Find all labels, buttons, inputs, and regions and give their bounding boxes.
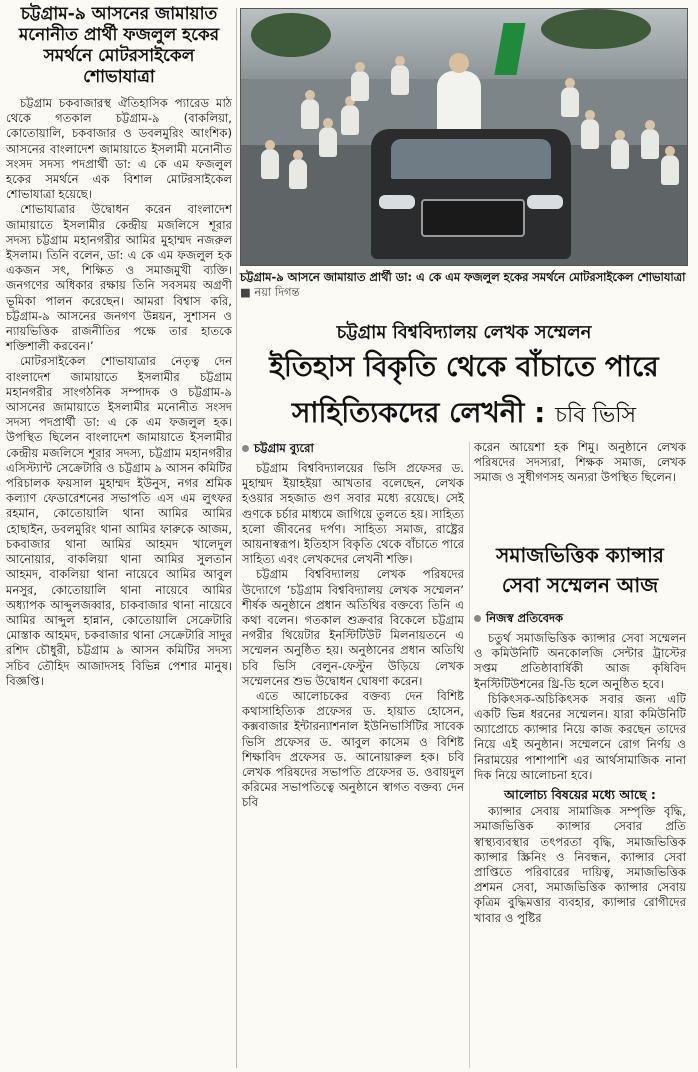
- paragraph: চতুর্থ সমাজভিত্তিক ক্যান্সার সেবা সম্মেলন ও কমিউনিটি অনকোলজি সেন্টার ট্রাস্টের সপ্তম প্রতিষ্ঠাবার্ষিকী আজ কৃষিবিদ ইনস্টিটিউশনের থ্রি-ডি হলে অনুষ্ঠিত হবে।: [474, 631, 686, 691]
- topics-list: ক্যান্সার সেবায় সামাজিক সম্পৃক্তি বৃদ্ধি, সমাজভিত্তিক ক্যান্সার সেবার প্রতি স্বাস্থ্যব্যবস্থার তৎপরতা বৃদ্ধি, সমাজভিত্তিক ক্যান্সার স্ক্রিনিং ও নিবন্ধন, ক্যান্সার সেবা প্রাপ্তিতে পরিবারের দায়িত্ব, সমাজভিত্তিক প্রশমন সেবা, সমাজভিত্তিক ক্যান্সার সেবায় কৃত্রিম বুদ্ধিমত্তার ব্যবহার, ক্যান্সার রোগীদের খাবার ও পুষ্টির: [474, 804, 686, 925]
- byline-text: নিজস্ব প্রতিবেদক: [486, 611, 564, 625]
- photo-tree: [541, 9, 651, 49]
- caption-text: চট্টগ্রাম-৯ আসনে জামায়াত প্রার্থী ডা: এ কে এম ফজলুল হকের সমর্থনে মোটরসাইকেল শোভাযাত্রা: [240, 270, 686, 284]
- headline-attribution: চবি ভিসি: [555, 403, 637, 428]
- photo-rider: [319, 127, 337, 157]
- paragraph: চট্টগ্রাম বিশ্ববিদ্যালয়ের ভিসি প্রফেসর ড. মুহাম্মদ ইয়াহইয়া আখতার বলেছেন, লেখক হওয়ার সহজাত গুণ সবার মধ্যে রয়েছে। সেই গুণকে চর্চার মাধ্যমে জাগিয়ে তুলতে হয়। সাহিত্য হলো জীবনের দর্পণ। সাহিত্য সমাজ, রাষ্ট্রের আয়নাস্বরূপ। ইতিহাস বিকৃতি থেকে বাঁচাতে পারে সাহিত্য এবং লেখকদের লেখনী শক্তি।: [242, 461, 464, 567]
- photo-rider: [641, 129, 659, 159]
- suv-grille: [421, 199, 525, 237]
- paragraph: এতে আলোচকের বক্তব্য দেন বিশিষ্ট কথাসাহিত্যিক প্রফেসর ড. হায়াত হোসেন, কক্সবাজার ইন্টারন্যাশনাল ইউনিভার্সিটির সাবেক ভিসি প্রফেসর ড. আবুল কাসেম ও বিশিষ্ট শিক্ষাবিদ প্রফেসর ড. আনোয়ারুল হক। চবি লেখক পরিষদের সভাপতি প্রফেসর ড. ওবায়দুল করিমের সভাপতিত্বে অনুষ্ঠানে স্বাগত বক্তব্য দেন চবি: [242, 689, 464, 810]
- suv-windshield: [391, 139, 551, 179]
- photo-rider: [301, 99, 319, 129]
- cancer-story: [474, 610, 686, 926]
- photo-rider: [391, 65, 409, 95]
- paragraph: চট্টগ্রাম বিশ্ববিদ্যালয় লেখক পরিষদের উদ্যোগে ‘চট্টগ্রাম বিশ্ববিদ্যালয় লেখক সম্মেলন’ শীর্ষক অনুষ্ঠানে প্রধান অতিথির বক্তব্যে তিনি এ কথা বলেন। গতকাল শুক্রবার বিকেলে চট্টগ্রাম নগরীর থিয়েটার ইনস্টিটিউট মিলনায়তনে এ সম্মেলন অনুষ্ঠিত হয়। অনুষ্ঠানের প্রধান অতিথি চবি ভিসি বেলুন-ফেস্টুন উড়িয়ে লেখক সম্মেলনের শুভ উদ্বোধন ঘোষণা করেন।: [242, 567, 464, 688]
- left-story: [6, 4, 232, 689]
- photo-rider: [261, 149, 279, 179]
- photo-rider: [661, 155, 679, 185]
- paragraph: মোটরসাইকেল শোভাযাত্রার নেতৃত্ব দেন বাংলাদেশ জামায়াতে ইসলামীর চট্টগ্রাম মহানগরীর সাংগঠনিক সম্পাদক ও চট্টগ্রাম-৯ আসনের জামায়াতে ইসলামীর মনোনীত সংসদ সদস্য পদপ্রার্থী ডা: এ কে এম ফজলুল হক। উপস্থিত ছিলেন বাংলাদেশ জামায়াতে ইসলামীর কেন্দ্রীয় মজলিসে শূরার সদস্য, চট্টগ্রাম মহানগরীর এসিস্ট্যান্ট সেক্রেটারি ও চট্টগ্রাম ৯ আসন কমিটির পরিচালক ফয়সাল মুহাম্মদ ইউনুস, নগর শ্রমিক কল্যাণ ফেডারেশনের সভাপতি এস এম লুৎফর রহমান, কোতোয়ালি থানা আমির আমির হোছাইন, ডবলমুরিং থানা আমির ফারুকে আজম, চকবাজার থানা আমির আহমদ খালেদুল আনোয়ার, বাকলিয়া থানা আমির সুলতান আহমদ, বাকলিয়া থানা নায়েবে আমির আবুল মনসুর, কোতোয়ালি থানা নায়েবে আমির অধ্যাপক আব্দুলজব্বার, চাকবাজার থানা নায়েবে আমির আব্দুল হান্নান, কোতোয়ালি সেক্রেটারি মোস্তাক আহমদ, চকবাজার থানা সেক্রেটারি সাদুর রশিদ চৌধুরী, চট্টগ্রাম ৯ আসন কমিটির সদস্য সচিব তৌহিদ আজাদসহ বিভিন্ন পেশার মানুষ। বিজ্ঞপ্তি।: [6, 354, 232, 688]
- left-story-headline: চট্টগ্রাম-৯ আসনের জামায়াত মনোনীত প্রার্থী ফজলুল হকের সমর্থনে মোটরসাইকেল শোভাযাত্রা: [18, 4, 220, 87]
- main-story-headline: [240, 344, 688, 439]
- rally-photo: [240, 8, 688, 266]
- column-rule: [469, 442, 470, 1068]
- cancer-story-headline: সমাজভিত্তিক ক্যান্সার সেবা সম্মেলন আজ: [496, 543, 664, 597]
- left-story-body: [6, 96, 232, 689]
- topics-subhead: আলোচ্য বিষয়ের মধ্যে আছে :: [504, 787, 656, 803]
- cancer-story-text: [474, 631, 686, 926]
- main-story-body: [242, 440, 464, 811]
- headline-line-1: ইতিহাস বিকৃতি থেকে বাঁচাতে পারে: [269, 350, 659, 383]
- photo-rider: [351, 71, 369, 101]
- photo-rider: [289, 159, 307, 189]
- byline-text: চট্টগ্রাম ব্যুরো: [254, 441, 314, 455]
- paragraph: চিকিৎসক-অচিকিৎসক সবার জন্য এটি একটি ভিন্ন ধরনের সম্মেলন। যারা কমিউনিটি অ্যাপ্রোচে ক্যান্সার নিয়ে কাজ করছেন তাদের নিয়ে এই অনুষ্ঠান। সম্মেলনে রোগ নির্ণয় ও নিরাময়ের পাশাপাশি এর আর্থসামাজিক নানা দিক নিয়ে আলোচনা হবে।: [474, 691, 686, 782]
- photo-rider: [611, 139, 629, 169]
- byline: [242, 440, 464, 459]
- byline: [474, 610, 686, 629]
- main-story-text: [242, 461, 464, 811]
- headline-line-2-text: সাহিত্যিকদের লেখনী :: [291, 396, 546, 429]
- paragraph: শোভাযাত্রার উদ্বোধন করেন বাংলাদেশ জামায়াতে ইসলামীর কেন্দ্রীয় মজলিসে শূরার সদস্য চট্টগ্রাম মহানগরীর আমির মুহাম্মদ নজরুল ইসলাম। তিনি বলেন, ডা: এ কে এম ফজলুল হক একজন সৎ, শিক্ষিত ও সমাজমুখী ব্যক্তি। জনগণের অধিকার রক্ষায় তিনি সবসময় অগ্রণী ভূমিকা পালন করেছেন। আমরা বিশ্বাস করি, চট্টগ্রাম-৯ আসনের জনগণ উন্নয়ন, সুশাসন ও ন্যায়ভিত্তিক রাজনীতির পক্ষে তার হাতকে শক্তিশালী করবেন।’: [6, 202, 232, 354]
- photo-rider: [341, 105, 359, 135]
- suv-headlamp: [527, 195, 563, 209]
- paragraph: চট্টগ্রাম চকবাজারস্থ ঐতিহাসিক প্যারেড মাঠ থেকে গতকাল চট্টগ্রাম-৯ (বাকলিয়া, কোতোয়ালি, চকবাজার ও ডবলমুরিং আংশিক) আসনের বাংলাদেশ জামায়াতে ইসলামী মনোনীত সংসদ সদস্য পদপ্রার্থী ডা: এ কে এম ফজলুল হকের সমর্থনে এক বিশাল মোটরসাইকেল শোভাযাত্রা হয়েছে।: [6, 96, 232, 202]
- main-story-kicker: চট্টগ্রাম বিশ্ববিদ্যালয় লেখক সম্মেলন: [336, 322, 592, 343]
- headline-line-2: [240, 390, 688, 439]
- photo-caption: [240, 270, 688, 300]
- column-rule: [236, 8, 237, 1068]
- bullet-icon: [474, 615, 481, 622]
- suv: [371, 129, 571, 259]
- paragraph: করেন আয়েশা হক শিমু। অনুষ্ঠানে লেখক পরিষদের সদস্যরা, শিক্ষক সমাজ, লেখক সমাজ ও সুধীগণসহ অন্যরা উপস্থিত ছিলেন।: [474, 440, 686, 485]
- main-story-continued: [474, 440, 686, 486]
- photo-credit: ■ নয়া দিগন্ত: [240, 285, 300, 299]
- continued-text-wrap: [474, 440, 686, 486]
- bullet-icon: [242, 445, 249, 452]
- candidate-figure: [437, 71, 481, 137]
- suv-headlamp: [379, 195, 415, 209]
- photo-rider: [561, 87, 579, 117]
- photo-rider: [581, 119, 599, 149]
- photo-tree: [251, 13, 331, 57]
